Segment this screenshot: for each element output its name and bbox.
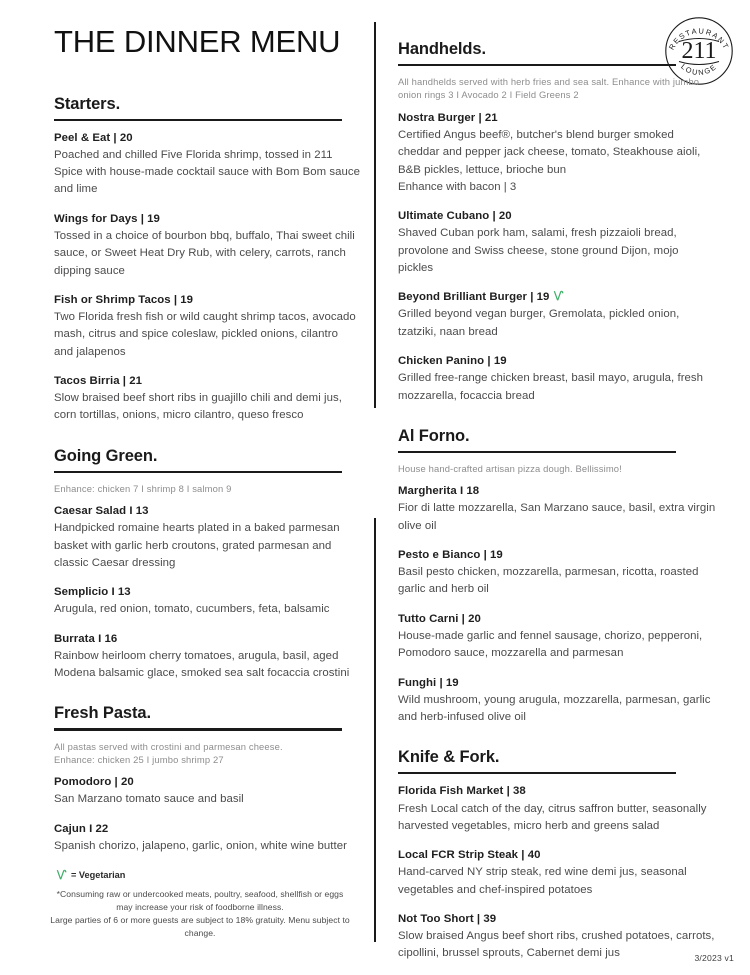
vegetarian-icon xyxy=(553,290,564,302)
menu-item xyxy=(54,584,360,618)
svg-text:LOUNGE: LOUNGE xyxy=(679,61,719,78)
menu-item xyxy=(398,208,716,277)
menu-item-name: Semplicio I 13 xyxy=(54,586,131,599)
menu-section xyxy=(398,738,716,962)
menu-item-description: Fior di latte mozzarella, San Marzano sauce, basil, extra virgin olive oil xyxy=(398,502,716,532)
svg-text:211: 211 xyxy=(681,38,717,65)
section-note: House hand-crafted artisan pizza dough. Bellissimo! xyxy=(398,462,622,474)
column-divider-bottom xyxy=(374,518,376,942)
menu-item-name: Caesar Salad I 13 xyxy=(54,505,149,518)
menu-item xyxy=(54,292,360,361)
menu-item-name: Wings for Days | 19 xyxy=(54,212,160,225)
vegetarian-key-label: = Vegetarian xyxy=(71,870,126,881)
menu-item xyxy=(398,483,716,535)
menu-item-description: Slow braised Angus beef short ribs, crushed potatoes, carrots, cipollini, brussel sprouts, Cabernet demi jus xyxy=(398,930,715,960)
section-rule xyxy=(398,64,676,66)
menu-item-description: Fresh Local catch of the day, citrus saffron butter, seasonally harvested vegetables, micro herb and greens salad xyxy=(398,802,707,832)
menu-item xyxy=(398,110,716,196)
menu-item-name: Fish or Shrimp Tacos | 19 xyxy=(54,293,194,306)
menu-item xyxy=(398,611,716,663)
menu-item-name: Funghi | 19 xyxy=(398,676,459,689)
menu-section xyxy=(398,30,719,405)
menu-item xyxy=(398,911,716,963)
page-title: THE DINNER MENU xyxy=(54,24,341,59)
menu-item xyxy=(54,130,360,199)
menu-item xyxy=(398,547,716,599)
menu-item-name: Nostra Burger | 21 xyxy=(398,111,498,124)
menu-item-description: House-made garlic and fennel sausage, chorizo, pepperoni, Pomodoro sauce, mozzarella and parmesan xyxy=(398,629,703,660)
menu-item-name: Peel & Eat | 20 xyxy=(54,131,133,144)
version-stamp: 3/2023 v1 xyxy=(694,953,734,963)
menu-section xyxy=(40,694,360,855)
section-heading: Fresh Pasta. xyxy=(54,704,151,723)
menu-item-description: Hand-carved NY strip steak, red wine demi jus, seasonal vegetables and chef-inspired potatoes xyxy=(398,866,687,896)
menu-item-name: Pomodoro | 20 xyxy=(54,776,134,789)
menu-item xyxy=(54,631,360,683)
menu-item-description: Grilled free-range chicken breast, basil mayo, arugula, fresh mozzarella, focaccia bread xyxy=(398,372,704,402)
menu-item xyxy=(54,774,360,808)
section-heading: Knife & Fork. xyxy=(398,748,500,767)
menu-item-description: Shaved Cuban pork ham, salami, fresh pizzaioli bread, provolone and Swiss cheese, stone ground Dijon, mojo pickles xyxy=(398,227,679,274)
right-sections xyxy=(398,30,719,963)
section-heading: Starters. xyxy=(54,94,121,113)
menu-item-description: Handpicked romaine hearts plated in a baked parmesan basket with garlic herb croutons, grated parmesan and classic Caesar dressing xyxy=(54,522,340,569)
menu-item xyxy=(54,503,360,572)
menu-item xyxy=(398,353,716,405)
menu-item-extra: Enhance with bacon | 3 xyxy=(398,180,517,193)
section-rule xyxy=(54,728,342,730)
right-column xyxy=(398,0,719,975)
menu-item-name: Florida Fish Market | 38 xyxy=(398,785,526,798)
section-rule xyxy=(398,451,676,453)
menu-item xyxy=(54,373,360,425)
menu-item xyxy=(398,675,716,727)
menu-item xyxy=(54,821,360,855)
column-divider-top xyxy=(374,22,376,408)
section-note: All pastas served with crostini and parmesan cheese. Enhance: chicken 25 I jumbo shrimp 27 xyxy=(54,740,283,765)
vegetarian-key xyxy=(56,869,360,881)
menu-item-name: Tutto Carni | 20 xyxy=(398,612,481,625)
section-rule xyxy=(54,119,342,121)
menu-item-name: Tacos Birria | 21 xyxy=(54,374,143,387)
menu-item-description: Basil pesto chicken, mozzarella, parmesan, ricotta, roasted garlic and herb oil xyxy=(398,566,699,596)
menu-item xyxy=(54,211,360,280)
menu-item-name: Cajun I 22 xyxy=(54,822,109,835)
disclaimer-text: *Consuming raw or undercooked meats, poultry, seafood, shellfish or eggs may increase your risk of foodborne illness. Large parties of 6 or more guests are subject to 18% gratuity. Menu subject to change. xyxy=(50,889,350,938)
menu-item-description: Slow braised beef short ribs in guajillo chili and demi jus, corn tortillas, onions, micro cilantro, queso fresco xyxy=(54,392,342,422)
section-note: Enhance: chicken 7 I shrimp 8 I salmon 9 xyxy=(54,482,232,494)
menu-item-description: Arugula, red onion, tomato, cucumbers, feta, balsamic xyxy=(54,603,330,616)
menu-item xyxy=(398,847,716,899)
menu-section xyxy=(398,417,716,727)
menu-item-description: Poached and chilled Five Florida shrimp, tossed in 211 Spice with house-made cocktail sauce with Bom Bom sauce and lime xyxy=(54,148,361,196)
menu-item-name: Pesto e Bianco | 19 xyxy=(398,549,503,562)
section-rule xyxy=(54,471,342,473)
left-column xyxy=(40,0,360,940)
section-heading: Handhelds. xyxy=(398,40,486,58)
menu-item-description: Spanish chorizo, jalapeno, garlic, onion, white wine butter xyxy=(54,839,347,852)
menu-item-description: Two Florida fresh fish or wild caught shrimp tacos, avocado mash, citrus and spice coleslaw, pickled onions, cilantro and jalapenos xyxy=(54,310,356,358)
section-note: All handhelds served with herb fries and sea salt. Enhance with jumbo onion rings 3 I Avocado 2 I Field Greens 2 xyxy=(398,76,700,101)
menu-item-description: Grilled beyond vegan burger, Gremolata, pickled onion, tzatziki, naan bread xyxy=(398,308,680,338)
menu-item-name: Burrata I 16 xyxy=(54,632,118,645)
menu-item-name: Ultimate Cubano | 20 xyxy=(398,210,512,223)
menu-section xyxy=(40,437,360,683)
menu-item-description: Rainbow heirloom cherry tomatoes, arugula, basil, aged Modena balsamic glace, smoked sea salt focaccia crostini xyxy=(54,649,350,680)
menu-item-name: Not Too Short | 39 xyxy=(398,912,497,925)
menu-item-description: Wild mushroom, young arugula, mozzarella, parmesan, garlic and herb-infused olive oil xyxy=(398,693,711,723)
section-heading: Al Forno. xyxy=(398,426,470,445)
menu-item-description: San Marzano tomato sauce and basil xyxy=(54,793,244,806)
section-heading: Going Green. xyxy=(54,446,158,465)
left-sections xyxy=(40,85,360,856)
menu-item-description: Tossed in a choice of bourbon bbq, buffalo, Thai sweet chili sauce, or Sweet Heat Dry Rub, with celery, carrots, ranch dipping sauce xyxy=(54,229,355,277)
menu-section xyxy=(40,85,360,425)
menu-item-name: Local FCR Strip Steak | 40 xyxy=(398,849,541,862)
svg-text:RESTAURANT: RESTAURANT xyxy=(666,26,732,52)
menu-item xyxy=(398,289,716,341)
menu-item-description: Certified Angus beef®, butcher's blend burger smoked cheddar and pepper jack cheese, tomato, Steakhouse aioli, B&B pickles, lettuce, brioche bun xyxy=(398,128,701,176)
menu-item xyxy=(398,783,716,835)
menu-item-name: Margherita I 18 xyxy=(398,485,480,498)
vegetarian-icon xyxy=(56,869,67,881)
menu-item-name: Chicken Panino | 19 xyxy=(398,355,507,368)
menu-item-name: Beyond Brilliant Burger | 19 xyxy=(398,289,716,306)
section-rule xyxy=(398,772,676,774)
